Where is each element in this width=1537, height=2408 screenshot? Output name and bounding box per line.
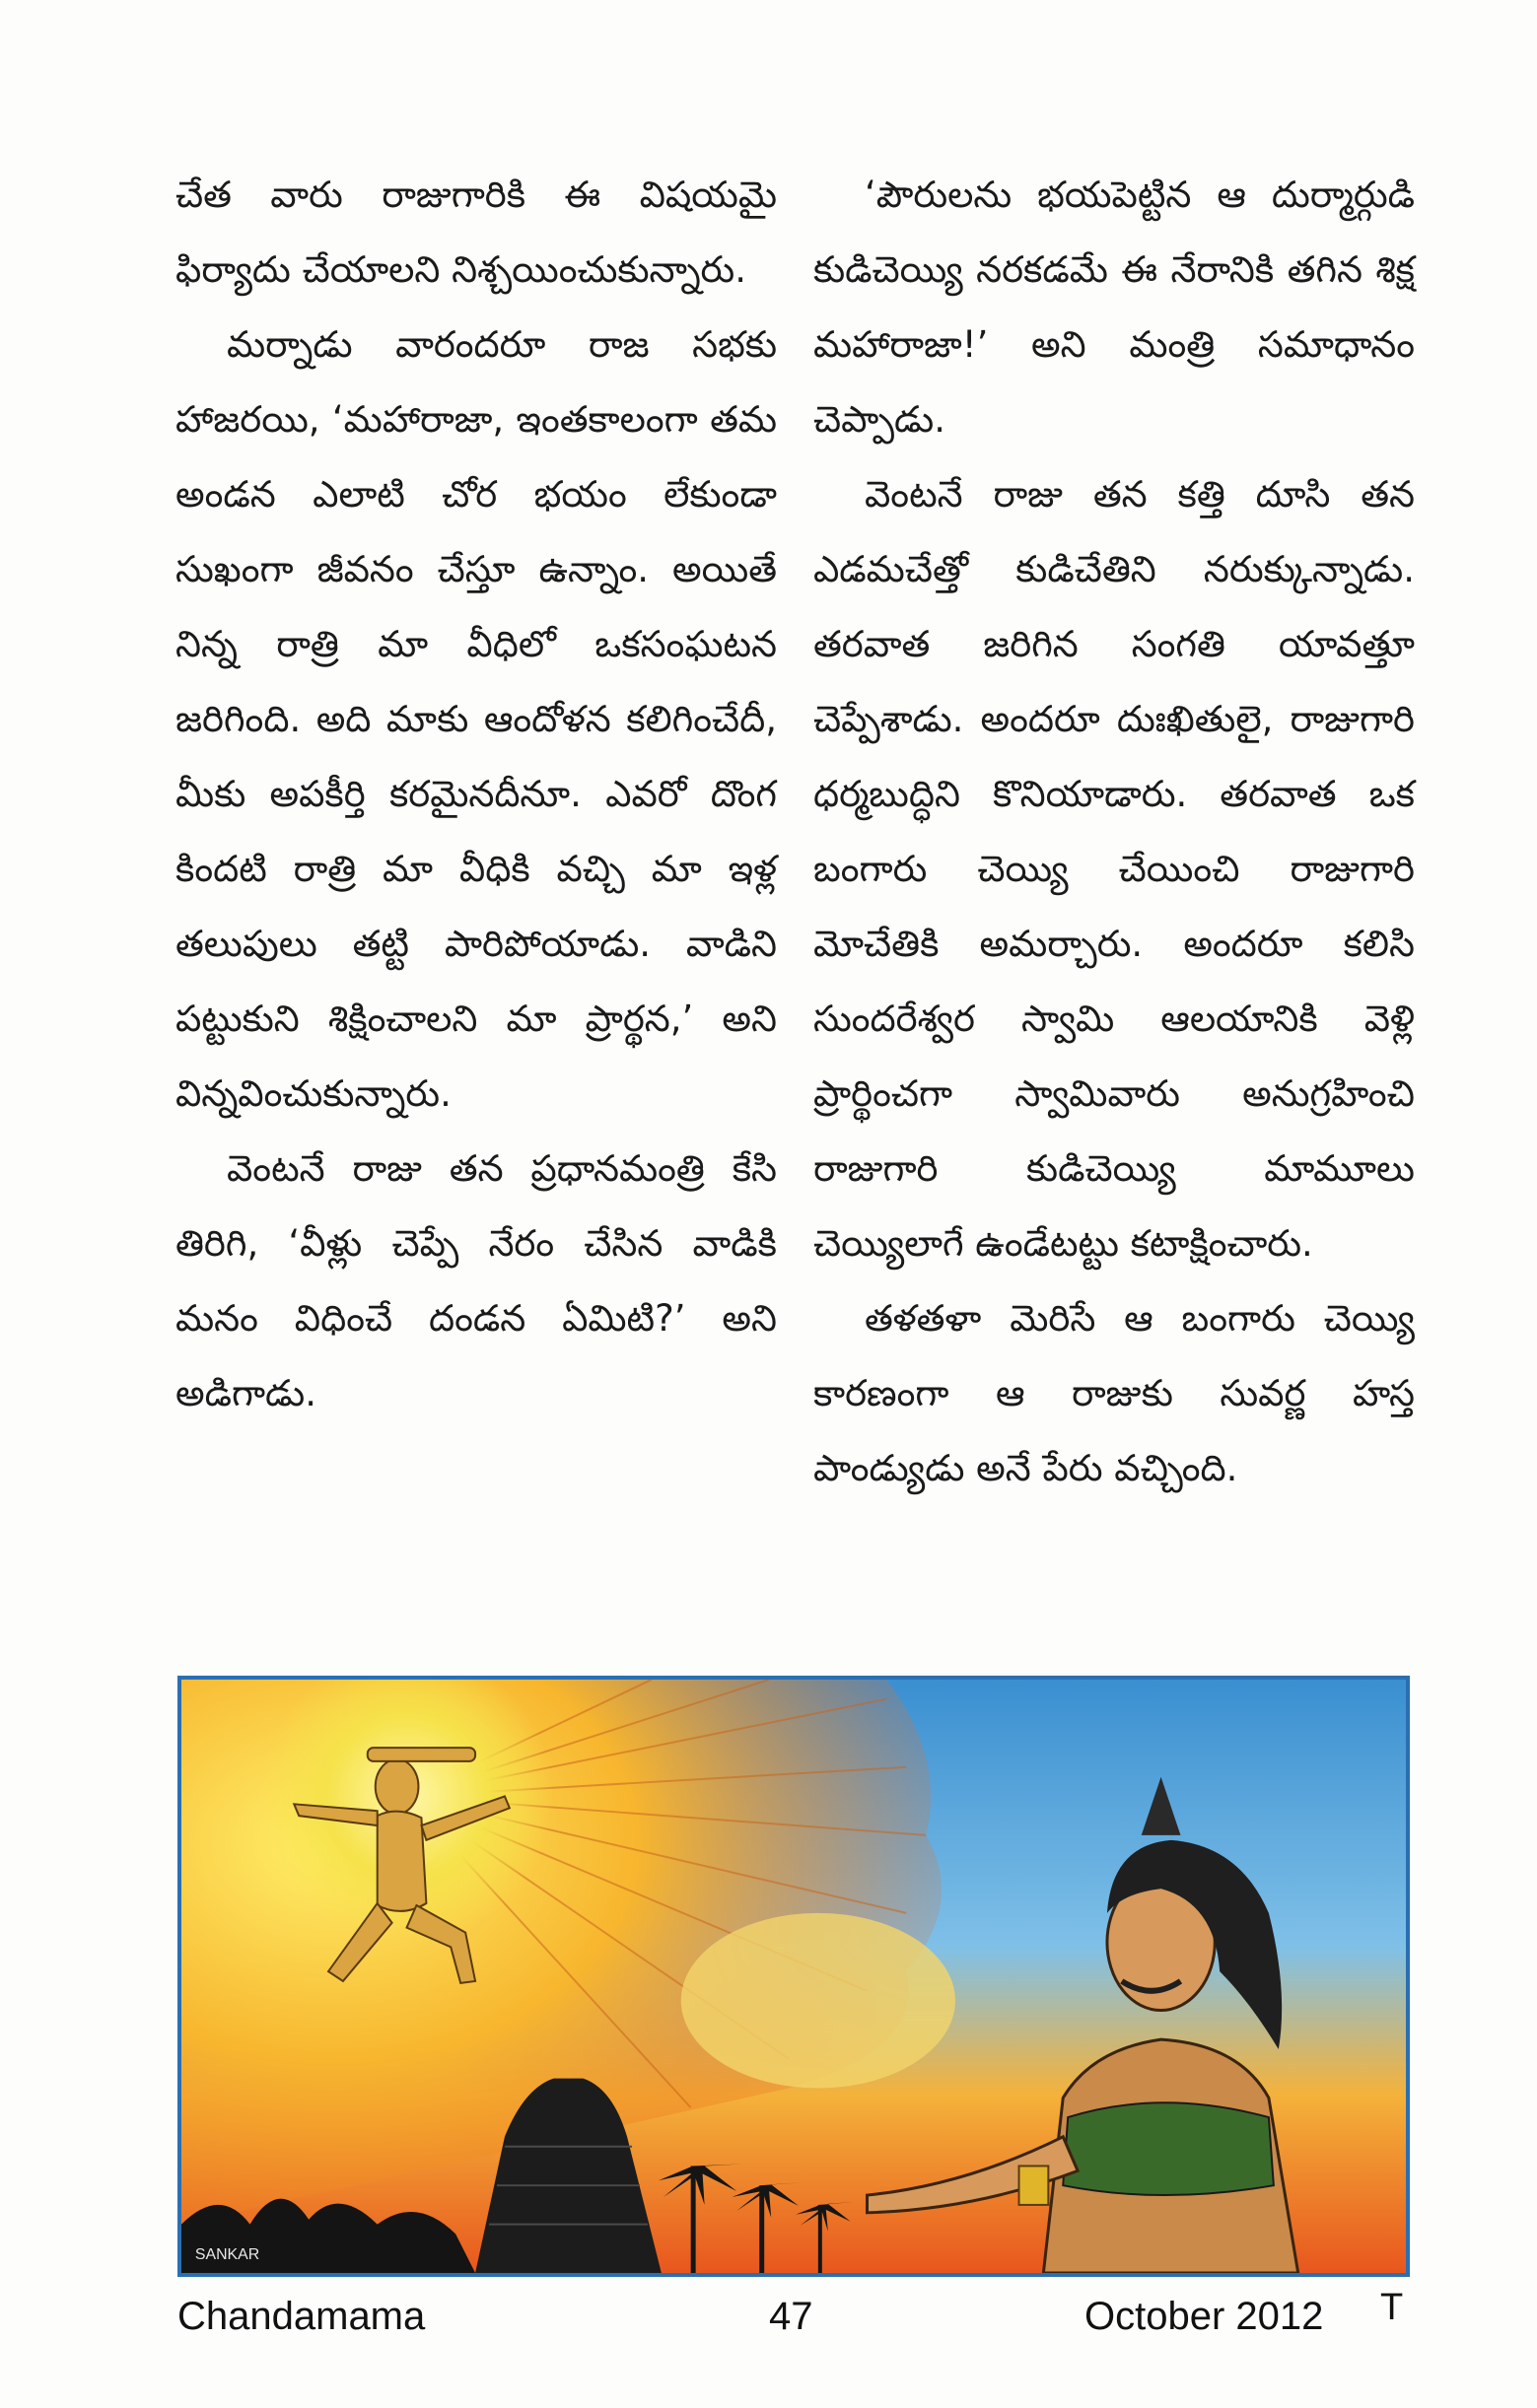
left-paragraph-3: వెంటనే రాజు తన ప్రధానమంత్రి కేసి తిరిగి, ‘వీళ్లు చెప్పే నేరం చేసిన వాడికి మనం విధించే దండన ఏమిటి?’ అని అడిగాడు. [175,1147,777,1414]
left-paragraph-2: మర్నాడు వారందరూ రాజ సభకు హాజరయి, ‘మహారాజా, ఇంతకాలంగా తమ అండన ఎలాటి చోర భయం లేకుండా సుఖంగా జీవనం చేస్తూ ఉన్నాం. అయితే నిన్న రాత్రి మా వీధిలో ఒకసంఘటన జరిగింది. అది మాకు ఆందోళన కలిగించేదీ, మీకు అపకీర్తి కరమైనదీనూ. ఎవరో దొంగ కిందటి రాత్రి మా వీధికి వచ్చి మా ఇళ్ల తలుపులు తట్టి పారిపోయాడు. వాడిని పట్టుకుని శిక్షించాలని మా ప్రార్థన,’ అని విన్నవించుకున్నారు. [175,323,777,1115]
right-paragraph-2: వెంటనే రాజు తన కత్తి దూసి తన ఎడమచేత్తో కుడిచేతిని నరుక్కున్నాడు. తరవాత జరిగిన సంగతి యావత్తూ చెప్పేశాడు. అందరూ దుఃఖితులై, రాజుగారి ధర్మబుద్ధిని కొనియాడారు. తరవాత ఒక బంగారు చెయ్యి చేయించి రాజుగారి మోచేతికి అమర్చారు. అందరూ కలిసి సుందరేశ్వర స్వామి ఆలయానికి వెళ్లి ప్రార్థించగా స్వామివారు అనుగ్రహించి రాజుగారి కుడిచెయ్యి మామూలు చెయ్యిలాగే ఉండేటట్టు కటాక్షించారు. [813,473,1415,1265]
left-column [175,158,777,1431]
issue-date: October 2012 [1084,2295,1324,2338]
right-paragraph-3: తళతళా మెరిసే ఆ బంగారు చెయ్యి కారణంగా ఆ రాజుకు సువర్ణ హస్త పాండ్యుడు అనే పేరు వచ్చింది. [813,1297,1415,1489]
illustration-art [181,1680,1406,2273]
story-illustration [177,1676,1410,2277]
artist-signature: SANKAR [194,2246,260,2264]
magazine-name: Chandamama [177,2295,426,2338]
page-footer [0,2287,1537,2356]
cloud [681,1913,955,2089]
right-paragraph-1: ‘పౌరులను భయపెట్టిన ఆ దుర్మార్గుడి కుడిచెయ్యి నరకడమే ఈ నేరానికి తగిన శిక్ష మహారాజా!’ అని మంత్రి సమాధానం చెప్పాడు. [813,173,1415,441]
page-mark: T [1380,2287,1404,2328]
page-number: 47 [769,2295,813,2338]
left-paragraph-1: చేత వారు రాజుగారికి ఈ విషయమై ఫిర్యాదు చేయాలని నిశ్చయించుకున్నారు. [175,173,777,291]
right-column [813,158,1415,1506]
